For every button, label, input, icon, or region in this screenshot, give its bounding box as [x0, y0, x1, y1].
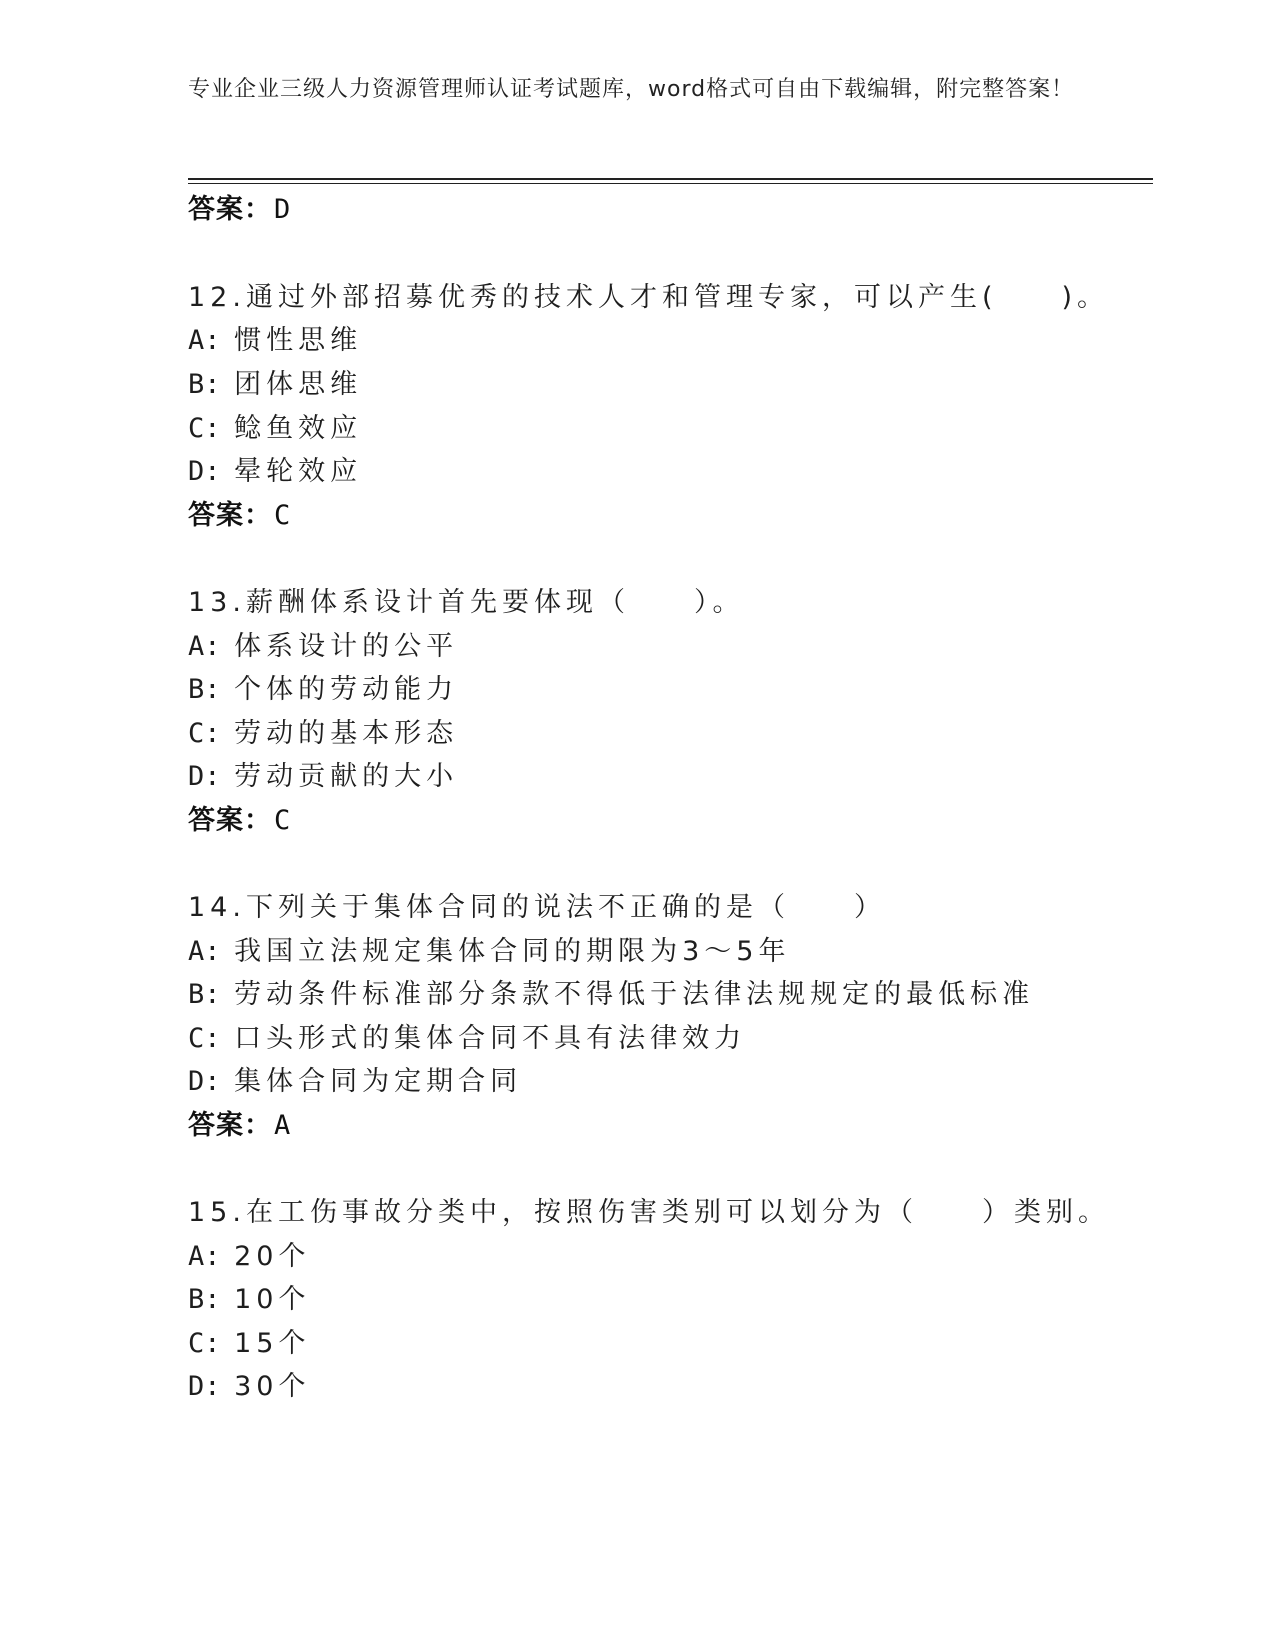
option-b: [188, 362, 362, 401]
option-key: B:: [188, 369, 221, 400]
option-key: C:: [188, 1328, 221, 1359]
header-divider-thick: [188, 178, 1153, 180]
option-text: 30个: [234, 1371, 311, 1402]
option-key: B:: [188, 1284, 221, 1315]
option-key: C:: [188, 413, 221, 444]
option-text: 劳动贡献的大小: [234, 761, 459, 792]
option-a: [188, 624, 458, 663]
option-text: 惯性思维: [234, 325, 363, 356]
answer-line: [188, 493, 291, 532]
option-d: [188, 449, 362, 488]
question-stem: 13.薪酬体系设计首先要体现（ ）。: [188, 587, 745, 618]
option-d: [188, 1364, 310, 1403]
option-key: D:: [188, 1371, 221, 1402]
option-text: 劳动条件标准部分条款不得低于法律法规规定的最低标准: [234, 979, 1035, 1010]
answer-label: 答案：: [188, 1110, 272, 1141]
answer-line: [188, 187, 291, 226]
option-text: 20个: [234, 1241, 311, 1272]
answer-label: 答案：: [188, 500, 272, 531]
option-c: [188, 711, 458, 750]
option-key: D:: [188, 456, 221, 487]
option-key: D:: [188, 1066, 221, 1097]
option-text: 口头形式的集体合同不具有法律效力: [234, 1023, 747, 1054]
option-text: 鲶鱼效应: [234, 413, 363, 444]
option-b: [188, 667, 458, 706]
option-key: A:: [188, 936, 221, 967]
option-c: [188, 1321, 310, 1360]
option-b: [188, 972, 1034, 1011]
document-header: 专业企业三级人力资源管理师认证考试题库，word格式可自由下载编辑，附完整答案！: [188, 77, 1075, 102]
option-a: [188, 318, 362, 357]
option-text: 劳动的基本形态: [234, 718, 459, 749]
answer-value: C: [274, 500, 292, 531]
option-key: A:: [188, 1241, 221, 1272]
question-stem: 14.下列关于集体合同的说法不正确的是（ ）: [188, 892, 886, 923]
option-text: 团体思维: [234, 369, 363, 400]
option-key: D:: [188, 761, 221, 792]
answer-line: [188, 1103, 291, 1142]
question-stem: 12.通过外部招募优秀的技术人才和管理专家，可以产生( )。: [188, 282, 1110, 313]
answer-line: [188, 798, 291, 837]
option-c: [188, 406, 362, 445]
answer-value: D: [274, 194, 292, 225]
option-text: 晕轮效应: [234, 456, 363, 487]
option-text: 体系设计的公平: [234, 631, 459, 662]
option-key: B:: [188, 979, 221, 1010]
option-text: 15个: [234, 1328, 311, 1359]
header-divider-thin: [188, 183, 1153, 184]
answer-value: C: [274, 805, 292, 836]
option-key: B:: [188, 674, 221, 705]
option-b: [188, 1277, 310, 1316]
question-stem: 15.在工伤事故分类中，按照伤害类别可以划分为（ ）类别。: [188, 1197, 1110, 1228]
option-text: 我国立法规定集体合同的期限为3～5年: [234, 936, 791, 967]
option-key: C:: [188, 1023, 221, 1054]
answer-label: 答案：: [188, 194, 272, 225]
option-a: [188, 929, 790, 968]
option-text: 10个: [234, 1284, 311, 1315]
option-key: A:: [188, 325, 221, 356]
option-text: 个体的劳动能力: [234, 674, 459, 705]
option-d: [188, 754, 458, 793]
option-key: A:: [188, 631, 221, 662]
option-key: C:: [188, 718, 221, 749]
answer-label: 答案：: [188, 805, 272, 836]
option-c: [188, 1016, 746, 1055]
option-a: [188, 1234, 310, 1273]
option-d: [188, 1059, 522, 1098]
answer-value: A: [274, 1110, 292, 1141]
option-text: 集体合同为定期合同: [234, 1066, 523, 1097]
